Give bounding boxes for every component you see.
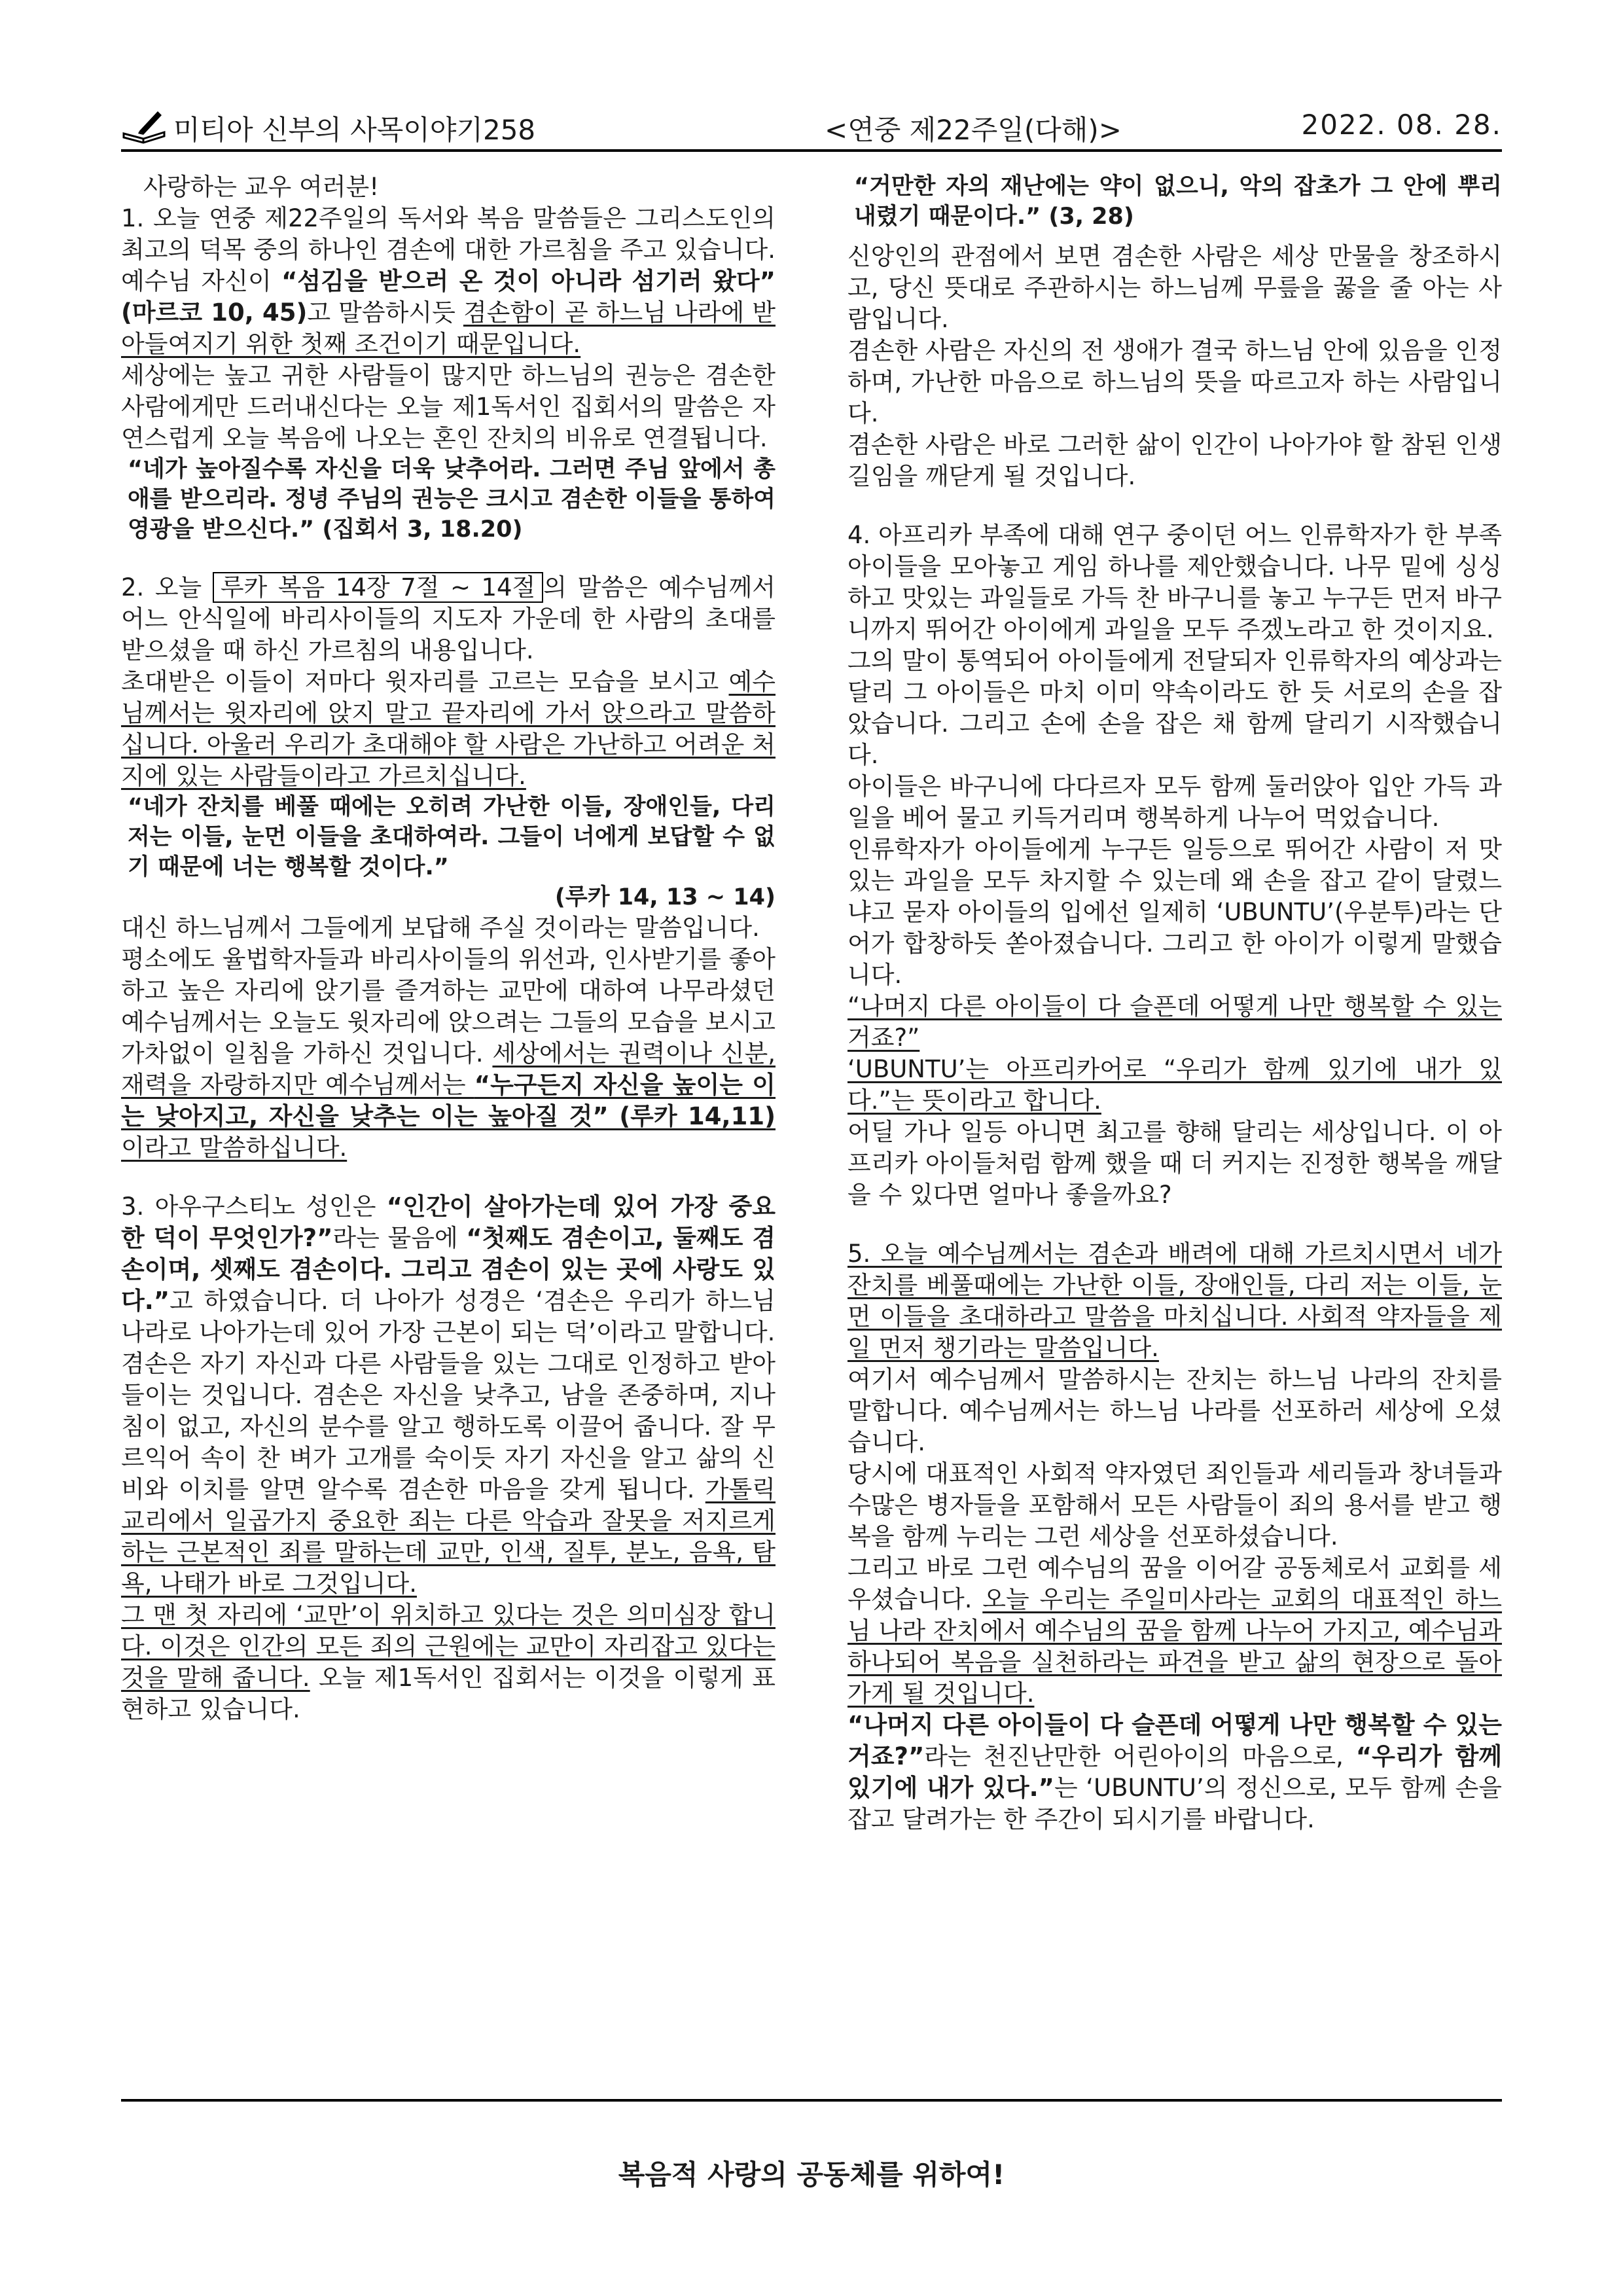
- section-2-paragraph-4: 평소에도 율법학자들과 바리사이들의 위선과, 인사받기를 좋아하고 높은 자리에 앉기를 즐겨하는 교만에 대하여 나무라셨던 예수님께서는 오늘도 윗자리에 앉으려는 그들의 모습을 보시고 가차없이 일침을 가하신 것입니다. 세상에서는 권력이나 신분, 재력을 자랑하지만 예수님께서는 “누구든지 자신을 높이는 이는 낮아지고, 자신을 낮추는 이는 높아질 것” (루카 14,11)이라고 말씀하십니다.: [121, 945, 776, 1162]
- section-4-paragraph-3: 아이들은 바구니에 다다르자 모두 함께 둘러앉아 입안 가득 과일을 베어 물고 키득거리며 행복하게 나누어 먹었습니다.: [847, 772, 1502, 832]
- section-5-paragraph-2: 여기서 예수님께서 말씀하시는 잔치는 하느님 나라의 잔치를 말합니다. 예수님께서는 하느님 나라를 선포하러 세상에 오셨습니다.: [847, 1365, 1502, 1456]
- quote-luke-reference: (루카 14, 13 ~ 14): [554, 884, 776, 910]
- section-4-paragraph-2: 그의 말이 통역되어 아이들에게 전달되자 인류학자의 예상과는 달리 그 아이들은 마치 이미 약속이라도 한 듯 서로의 손을 잡았습니다. 그리고 손에 손을 잡은 채 함께 달리기 시작했습니다.: [847, 647, 1502, 769]
- liturgy-title: <연중 제22주일(다해)>: [825, 114, 1122, 146]
- ubuntu-meaning: ‘UBUNTU’는 아프리카어로 “우리가 함께 있기에 내가 있다.”는 뜻이라고 합니다.: [847, 1055, 1502, 1115]
- series-title: 미티아 신부의 사목이야기258: [173, 114, 536, 146]
- section-5-paragraph-4: 그리고 바로 그런 예수님의 꿈을 이어갈 공동체로서 교회를 세우셨습니다. 오늘 우리는 주일미사라는 교회의 대표적인 하느님 나라 잔치에서 예수님의 꿈을 함께 나누어 가지고, 예수님과 하나되어 복음을 실천하라는 파견을 받고 삶의 현장으로 돌아가게 될 것입니다.: [847, 1554, 1503, 1708]
- right-column: [847, 171, 1502, 1835]
- issue-date: 2022. 08. 28.: [1301, 109, 1502, 141]
- left-column: [121, 171, 776, 1725]
- section-3-paragraph-2: 겸손은 자기 자신과 다른 사람들을 있는 그대로 인정하고 받아들이는 것입니다. 겸손은 자신을 낮추고, 남을 존중하며, 지나침이 없고, 자신의 분수를 알고 행하도록 이끌어 줍니다. 잘 무르익어 속이 찬 벼가 고개를 숙이듯 자기 자신을 알고 삶의 신비와 이치를 알면 알수록 겸손한 마음을 갖게 됩니다. 가톨릭 교리에서 일곱가지 중요한 죄는 다른 악습과 잘못을 저지르게 하는 근본적인 죄를 말하는데 교만, 인색, 질투, 분노, 음욕, 탐욕, 나태가 바로 그것입니다.: [121, 1350, 776, 1598]
- quote-luke: “네가 잔치를 베풀 때에는 오히려 가난한 이들, 장애인들, 다리 저는 이들, 눈먼 이들을 초대하여라. 그들이 너에게 보답할 수 없기 때문에 너는 행복할 것이다.”: [128, 794, 776, 880]
- children-quote: “나머지 다른 아이들이 다 슬픈데 어떻게 나만 행복할 수 있는거죠?”: [847, 992, 1502, 1052]
- right-paragraph-3: 겸손한 사람은 바로 그러한 삶이 인간이 나아가야 할 참된 인생길임을 깨닫게 될 것입니다.: [847, 431, 1502, 490]
- section-4: 4. 아프리카 부족에 대해 연구 중이던 어느 인류학자가 한 부족 아이들을 모아놓고 게임 하나를 제안했습니다. 나무 밑에 싱싱하고 맛있는 과일들로 가득 찬 바구니를 놓고 누구든 먼저 바구니까지 뛰어간 아이에게 과일을 모두 주겠노라고 한 것이지요.: [847, 521, 1502, 643]
- header-rule: [121, 149, 1502, 152]
- section-5-paragraph-5: “나머지 다른 아이들이 다 슬픈데 어떻게 나만 행복할 수 있는거죠?”라는 천진난만한 어린아이의 마음으로, “우리가 함께 있기에 내가 있다.”는 ‘UBUNTU’의 정신으로, 모두 함께 손을 잡고 달려가는 한 주간이 되시기를 바랍니다.: [847, 1711, 1502, 1833]
- pen-and-book-icon: [121, 107, 167, 145]
- footer-motto: 복음적 사랑의 공동체를 위하여!: [618, 2159, 1005, 2191]
- section-3: 3. 아우구스티노 성인은 “인간이 살아가는데 있어 가장 중요한 덕이 무엇인가?”라는 물음에 “첫째도 겸손이고, 둘째도 겸손이며, 셋째도 겸손이다. 그리고 겸손이 있는 곳에 사랑도 있다.”고 하였습니다. 더 나아가 성경은 ‘겸손은 우리가 하느님 나라로 나아가는데 있어 가장 근본이 되는 덕’이라고 말합니다.: [121, 1193, 776, 1346]
- section-5: 5. 오늘 예수님께서는 겸손과 배려에 대해 가르치시면서 네가 잔치를 베풀때에는 가난한 이들, 장애인들, 다리 저는 이들, 눈먼 이들을 초대하라고 말씀을 마치십니다. 사회적 약자들을 제일 먼저 챙기라는 말씀입니다.: [847, 1240, 1502, 1362]
- header: [121, 106, 1502, 152]
- section-2-paragraph-3: 대신 하느님께서 그들에게 보답해 주실 것이라는 말씀입니다.: [121, 914, 760, 942]
- right-paragraph-1: 신앙인의 관점에서 보면 겸손한 사람은 세상 만물을 창조하시고, 당신 뜻대로 주관하시는 하느님께 무릎을 꿇을 줄 아는 사람입니다.: [847, 242, 1502, 333]
- footer-rule: [121, 2099, 1502, 2102]
- section-1-paragraph-2: 세상에는 높고 귀한 사람들이 많지만 하느님의 권능은 겸손한 사람에게만 드러내신다는 오늘 제1독서인 집회서의 말씀은 자연스럽게 오늘 복음에 나오는 혼인 잔치의 비유로 연결됩니다.: [121, 361, 776, 452]
- quote-sirach-arrogant: “거만한 자의 재난에는 약이 없으니, 악의 잡초가 그 안에 뿌리내렸기 때문이다.” (3, 28): [854, 173, 1502, 230]
- quote-sirach: “네가 높아질수록 자신을 더욱 낮추어라. 그러면 주님 앞에서 총애를 받으리라. 정녕 주님의 권능은 크시고 겸손한 이들을 통하여 영광을 받으신다.” (집회서 3, 18.20): [128, 456, 776, 543]
- right-paragraph-2: 겸손한 사람은 자신의 전 생애가 결국 하느님 안에 있음을 인정하며, 가난한 마음으로 하느님의 뜻을 따르고자 하는 사람입니다.: [847, 336, 1502, 427]
- section-2: 2. 오늘 루카 복음 14장 7절 ~ 14절 의 말씀은 예수님께서 어느 안식일에 바리사이들의 지도자 가운데 한 사람의 초대를 받으셨을 때 하신 가르침의 내용입니다.: [121, 573, 776, 664]
- section-5-paragraph-3: 당시에 대표적인 사회적 약자였던 죄인들과 세리들과 창녀들과 수많은 병자들을 포함해서 모든 사람들이 죄의 용서를 받고 행복을 함께 누리는 그런 세상을 선포하셨습니다.: [847, 1460, 1502, 1551]
- section-3-paragraph-3: 그 맨 첫 자리에 ‘교만’이 위치하고 있다는 것은 의미심장 합니다. 이것은 인간의 모든 죄의 근원에는 교만이 자리잡고 있다는 것을 말해 줍니다. 오늘 제1독서인 집회서는 이것을 이렇게 표현하고 있습니다.: [121, 1601, 776, 1723]
- section-4-paragraph-4: 인류학자가 아이들에게 누구든 일등으로 뛰어간 사람이 저 맛있는 과일을 모두 차지할 수 있는데 왜 손을 잡고 같이 달렸느냐고 묻자 아이들의 입에선 일제히 ‘UBUNTU’(우분투)라는 단어가 합창하듯 쏟아졌습니다. 그리고 한 아이가 이렇게 말했습니다.: [847, 835, 1502, 989]
- section-4-paragraph-6: 어딜 가나 일등 아니면 최고를 향해 달리는 세상입니다. 이 아프리카 아이들처럼 함께 했을 때 더 커지는 진정한 행복을 깨달을 수 있다면 얼마나 좋을까요?: [847, 1118, 1502, 1209]
- gospel-reference-box: 루카 복음 14장 7절 ~ 14절: [213, 572, 543, 603]
- greeting: 사랑하는 교우 여러분!: [143, 173, 380, 201]
- section-1: 1. 오늘 연중 제22주일의 독서와 복음 말씀들은 그리스도인의 최고의 덕목 중의 하나인 겸손에 대한 가르침을 주고 있습니다. 예수님 자신이 “섬김을 받으러 온 것이 아니라 섬기러 왔다” (마르코 10, 45)고 말씀하시듯 겸손함이 곧 하느님 나라에 받아들여지기 위한 첫째 조건이기 때문입니다.: [121, 204, 776, 358]
- section-2-paragraph-2: 초대받은 이들이 저마다 윗자리를 고르는 모습을 보시고 예수님께서는 윗자리에 앉지 말고 끝자리에 가서 앉으라고 말씀하십니다. 아울러 우리가 초대해야 할 사람은 가난하고 어려운 처지에 있는 사람들이라고 가르치십니다.: [121, 668, 776, 790]
